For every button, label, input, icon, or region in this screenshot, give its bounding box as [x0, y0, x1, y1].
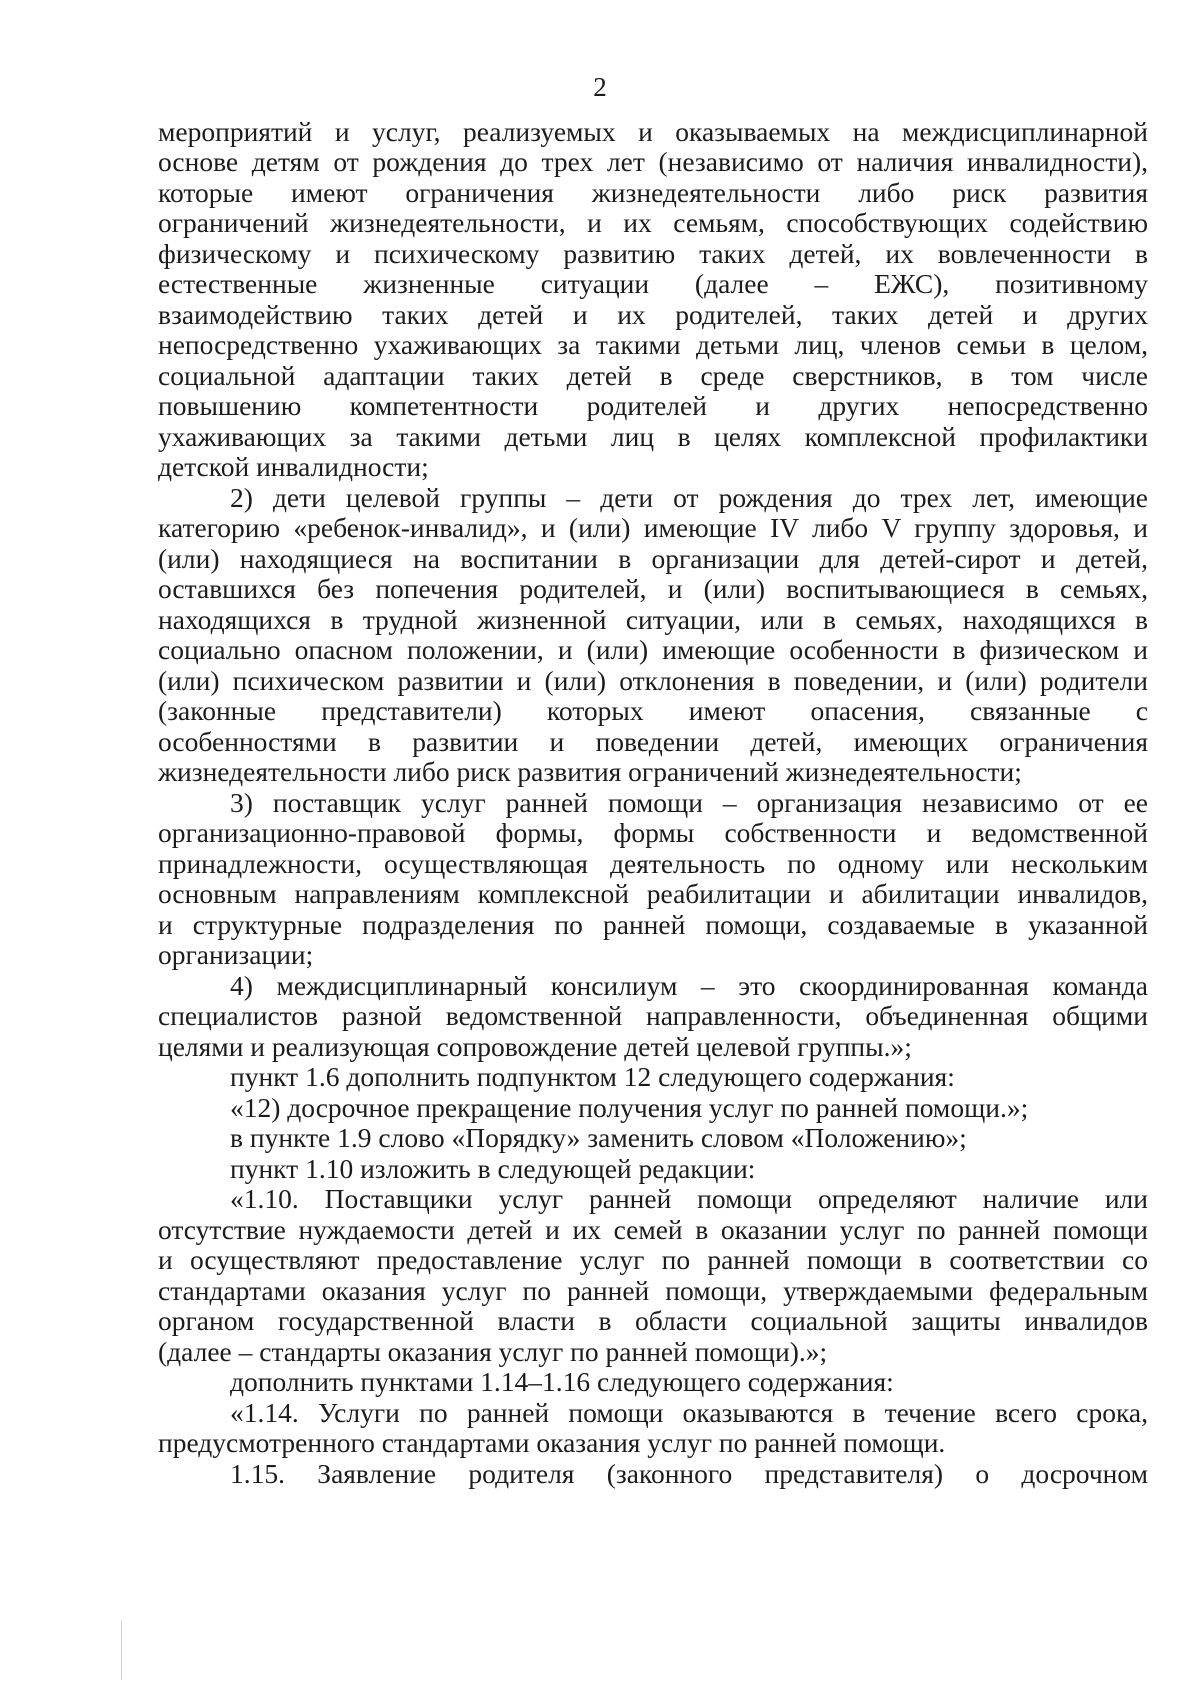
- text-line: и осуществляют предоставление услуг по ранней помощи в соответствии со: [158, 1244, 1148, 1275]
- list-item-3: 3) поставщик услуг ранней помощи – организация независимо от ее: [230, 787, 1148, 818]
- amendment-line: пункт 1.6 дополнить подпунктом 12 следующего содержания:: [230, 1061, 955, 1092]
- text-line: специалистов разной ведомственной направленности, объединенная общими: [158, 1000, 1148, 1031]
- text-line: ухаживающих за такими детьми лиц в целях комплексной профилактики: [158, 421, 1148, 452]
- text-line: категорию «ребенок-инвалид», и (или) имеющие IV либо V группу здоровья, и: [158, 512, 1148, 543]
- amendment-line: в пункте 1.9 слово «Порядку» заменить словом «Положению»;: [230, 1122, 967, 1153]
- text-line: предусмотренного стандартами оказания услуг по ранней помощи.: [158, 1427, 946, 1458]
- amendment-line: пункт 1.10 изложить в следующей редакции:: [230, 1153, 756, 1184]
- list-item-4: 4) междисциплинарный консилиум – это скоординированная команда: [230, 970, 1148, 1001]
- text-line: жизнедеятельности либо риск развития ограничений жизнедеятельности;: [158, 756, 1022, 787]
- text-line: основе детям от рождения до трех лет (независимо от наличия инвалидности),: [158, 146, 1148, 177]
- list-item-2: 2) дети целевой группы – дети от рождения до трех лет, имеющие: [230, 482, 1148, 513]
- scan-artifact: [121, 1620, 122, 1680]
- text-line: стандартами оказания услуг по ранней помощи, утверждаемыми федеральным: [158, 1275, 1148, 1306]
- text-line: (или) находящиеся на воспитании в организации для детей-сирот и детей,: [158, 543, 1148, 574]
- text-line: органом государственной власти в области социальной защиты инвалидов: [158, 1305, 1148, 1336]
- text-line: социально опасном положении, и (или) имеющие особенности в физическом и: [158, 634, 1148, 665]
- text-line: особенностями в развитии и поведении детей, имеющих ограничения: [158, 726, 1148, 757]
- text-line: непосредственно ухаживающих за такими детьми лиц, членов семьи в целом,: [158, 329, 1148, 360]
- amendment-line: дополнить пунктами 1.14–1.16 следующего содержания:: [230, 1366, 894, 1397]
- page-number: 2: [593, 72, 607, 102]
- text-line: ограничений жизнедеятельности, и их семьям, способствующих содействию: [158, 207, 1148, 238]
- text-line: взаимодействию таких детей и их родителей, таких детей и других: [158, 299, 1148, 330]
- text-line: целями и реализующая сопровождение детей целевой группы.»;: [158, 1031, 912, 1062]
- text-line: повышению компетентности родителей и других непосредственно: [158, 390, 1148, 421]
- text-line: и структурные подразделения по ранней помощи, создаваемые в указанной: [158, 909, 1148, 940]
- text-line: (или) психическом развитии и (или) отклонения в поведении, и (или) родители: [158, 665, 1148, 696]
- text-line: физическому и психическому развитию таких детей, их вовлеченности в: [158, 238, 1148, 269]
- text-line: организации;: [158, 939, 314, 970]
- text-line: организационно-правовой формы, формы собственности и ведомственной: [158, 817, 1148, 848]
- text-line: детской инвалидности;: [158, 451, 429, 482]
- text-line: социальной адаптации таких детей в среде сверстников, в том числе: [158, 360, 1148, 391]
- text-line: основным направлениям комплексной реабилитации и абилитации инвалидов,: [158, 878, 1148, 909]
- text-line: принадлежности, осуществляющая деятельность по одному или нескольким: [158, 848, 1148, 879]
- clause-1-15: 1.15. Заявление родителя (законного представителя) о досрочном: [230, 1458, 1148, 1489]
- text-line: отсутствие нуждаемости детей и их семей в оказании услуг по ранней помощи: [158, 1214, 1148, 1245]
- clause-1-10: «1.10. Поставщики услуг ранней помощи определяют наличие или: [230, 1183, 1148, 1214]
- text-line: (законные представители) которых имеют опасения, связанные с: [158, 695, 1148, 726]
- text-line: находящихся в трудной жизненной ситуации, или в семьях, находящихся в: [158, 604, 1148, 635]
- text-line: (далее – стандарты оказания услуг по ранней помощи).»;: [158, 1336, 828, 1367]
- text-line: мероприятий и услуг, реализуемых и оказываемых на междисциплинарной: [158, 116, 1148, 147]
- text-line: естественные жизненные ситуации (далее – ЕЖС), позитивному: [158, 268, 1148, 299]
- text-line: оставшихся без попечения родителей, и (или) воспитывающиеся в семьях,: [158, 573, 1148, 604]
- clause-1-14: «1.14. Услуги по ранней помощи оказываются в течение всего срока,: [230, 1397, 1148, 1428]
- text-line: которые имеют ограничения жизнедеятельности либо риск развития: [158, 177, 1148, 208]
- amendment-line: «12) досрочное прекращение получения услуг по ранней помощи.»;: [230, 1092, 1029, 1123]
